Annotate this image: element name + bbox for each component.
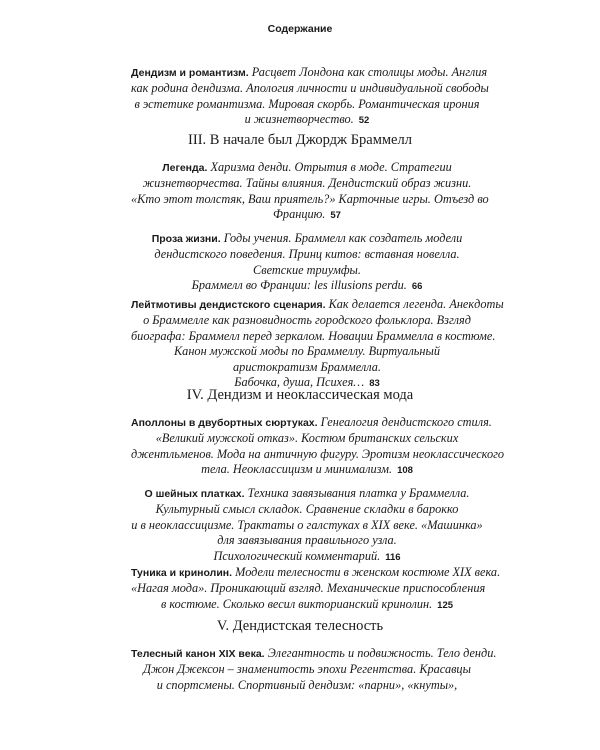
- toc-entry-text: Психологический комментарий.: [213, 548, 381, 563]
- toc-entry-line: в эстетике романтизма. Мировая скорбь. Романтическая ирония: [134, 96, 480, 111]
- toc-entry-text: в костюме. Сколько весил викторианский кринолин.: [160, 596, 433, 611]
- toc-entry-text: Как делается легенда. Анекдоты: [328, 297, 504, 311]
- toc-entry-text: Генеалогия дендистского стиля.: [320, 415, 492, 429]
- toc-entry-text: Техника завязывания платка у Браммелла.: [247, 486, 470, 500]
- chapter-title: III. В начале был Джордж Браммелл: [188, 132, 412, 148]
- toc-entry-line: биографа: Браммелл перед зеркалом. Новации Браммелла в костюме.: [131, 328, 496, 343]
- toc-entry: [131, 160, 489, 224]
- page-number[interactable]: 108: [397, 465, 413, 477]
- toc-entry: [131, 486, 483, 565]
- toc-entry-line: Джон Джексон – знаменитость эпохи Регентства. Красавцы: [143, 662, 471, 677]
- toc-entry-line: о Браммелле как разновидность городского фольклора. Взгляд: [143, 313, 471, 328]
- toc-entry-heading: Аполлоны в двубортных сюртуках.: [131, 417, 318, 429]
- toc-entry-line: «Великий мужской отказ». Костюм британских сельских: [155, 431, 459, 446]
- toc-entry-line: [131, 646, 497, 662]
- toc-entry-line: как родина дендизма. Апология личности и индивидуальной свободы: [131, 81, 489, 96]
- toc-entry-line: Канон мужской моды по Браммеллу. Виртуальный: [174, 344, 440, 359]
- chapter-title: IV. Дендизм и неоклассическая мода: [186, 387, 414, 403]
- toc-entry-line: [131, 415, 492, 431]
- chapter-title: V. Дендистская телесность: [216, 618, 384, 634]
- toc-entry-line: [131, 462, 483, 478]
- toc-entry-line: и в неоклассицизме. Трактаты о галстуках в XIX веке. «Машинка»: [131, 517, 483, 532]
- toc-entry-text: Бабочка, душа, Психея…: [234, 375, 365, 390]
- toc-entry-line: «Нагая мода». Проникающий взгляд. Механические приспособления: [131, 581, 486, 596]
- page-number[interactable]: 125: [437, 599, 454, 611]
- toc-entry-heading: Телесный канон XIX века.: [131, 648, 265, 660]
- toc-entry-heading: Легенда.: [162, 162, 208, 174]
- toc-entry-heading: Проза жизни.: [151, 233, 221, 245]
- toc-entry-line: Светские триумфы.: [253, 262, 361, 277]
- toc-entry: [131, 565, 501, 613]
- toc-entry-line: [131, 207, 483, 223]
- toc-entry-line: [131, 549, 483, 565]
- toc-entry-heading: О шейных платках.: [144, 488, 245, 500]
- toc-entry-line: [131, 231, 483, 247]
- page-number[interactable]: 83: [369, 378, 380, 390]
- toc-entry-text: и жизнетворчество.: [244, 112, 354, 127]
- toc-entry-line: и спортсмены. Спортивный дендизм: «парни», «кнуты»,: [156, 677, 458, 692]
- toc-entry-heading: Лейтмотивы дендистского сценария.: [131, 299, 326, 311]
- toc-entry-text: Расцвет Лондона как столицы моды. Англия: [251, 65, 488, 79]
- toc-entry-line: джентльменов. Мода на античную фигуру. Эротизм неоклассического: [131, 446, 505, 461]
- toc-entry: [131, 297, 504, 391]
- toc-entry-text: Модели телесности в женском костюме XIX века.: [235, 565, 501, 579]
- toc-entry-heading: Туника и кринолин.: [131, 567, 233, 579]
- toc-entry-line: [131, 297, 504, 313]
- page-number[interactable]: 57: [330, 210, 341, 222]
- toc-entry-line: [131, 565, 501, 581]
- page-number[interactable]: 52: [358, 115, 370, 127]
- toc-entry-text: Элегантность и подвижность. Тело денди.: [267, 646, 497, 660]
- toc-entry: [131, 646, 497, 693]
- toc-entry: [131, 231, 483, 295]
- page-number[interactable]: 116: [385, 551, 401, 563]
- toc-entry-line: жизнетворчества. Тайны влияния. Дендистский образ жизни.: [142, 176, 472, 191]
- toc-entry-text: Харизма денди. Отрытия в моде. Стратегии: [210, 160, 452, 174]
- toc-entry-line: [131, 486, 483, 502]
- toc-entry-line: Культурный смысл складок. Сравнение складки в барокко: [155, 502, 459, 517]
- toc-entry-line: для завязывания правильного узла.: [217, 533, 397, 548]
- running-head: Содержание: [267, 23, 333, 35]
- page-number[interactable]: 66: [411, 281, 423, 293]
- toc-entry-line: аристократизм Браммелла.: [233, 359, 381, 374]
- toc-entry-line: [131, 160, 483, 176]
- toc-entry-text: тела. Неоклассицизм и минимализм.: [201, 462, 393, 477]
- toc-entry-line: [131, 65, 488, 81]
- toc-entry-line: [131, 112, 483, 128]
- toc-entry: [131, 415, 505, 479]
- toc-entry-line: [131, 597, 483, 613]
- toc-entry: [131, 65, 489, 129]
- toc-entry-text: Браммелл во Франции: les illusions perdu.: [191, 278, 407, 293]
- toc-entry-text: Францию.: [273, 207, 326, 222]
- toc-entry-heading: Дендизм и романтизм.: [131, 67, 249, 79]
- toc-entry-text: Годы учения. Браммелл как создатель модели: [223, 231, 463, 245]
- toc-entry-line: «Кто этот толстяк, Ваш приятель?» Карточные игры. Отъезд во: [131, 191, 489, 206]
- toc-entry-line: дендистского поведения. Принц китов: вставная новелла.: [154, 247, 460, 262]
- toc-entry-line: [131, 278, 483, 294]
